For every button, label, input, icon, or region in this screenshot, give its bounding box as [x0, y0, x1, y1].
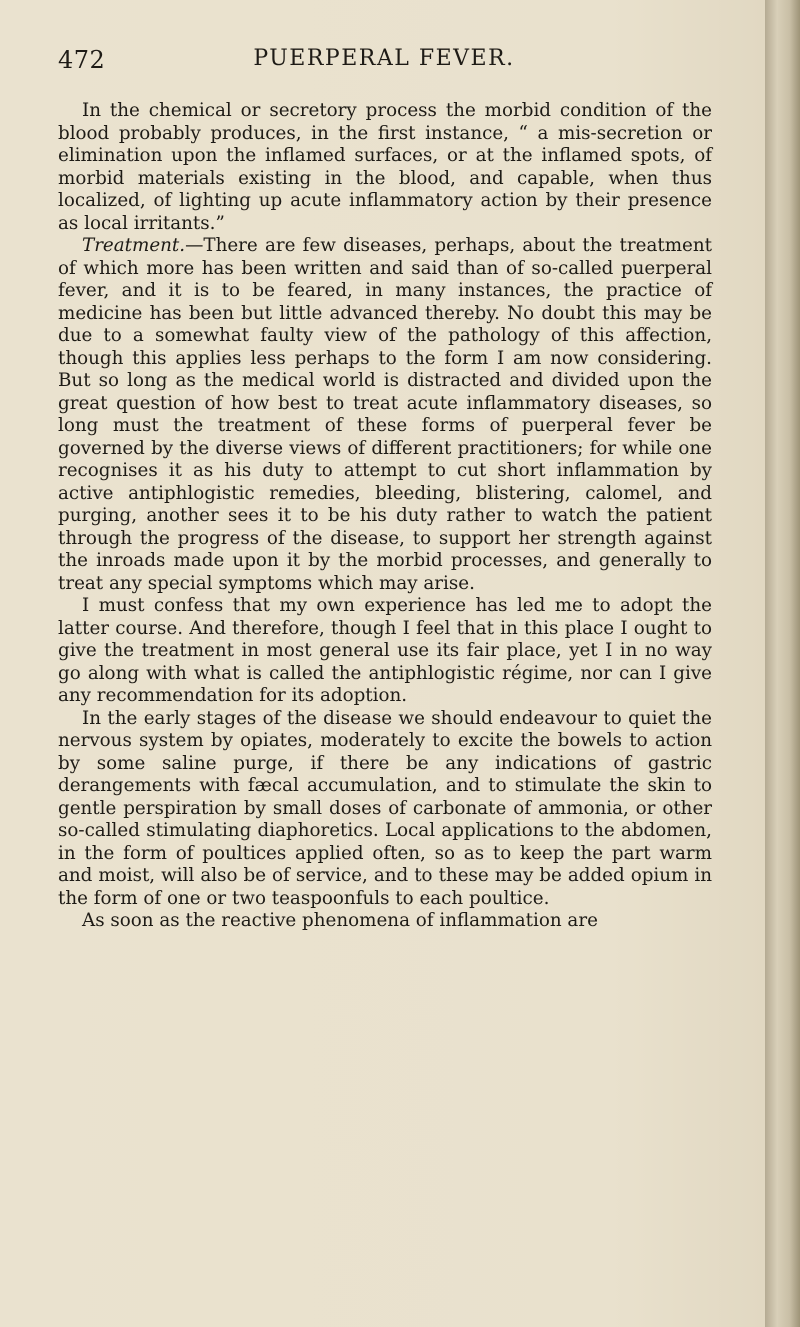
page-header	[58, 46, 710, 86]
book-gutter	[765, 0, 800, 1327]
running-head: PUERPERAL FEVER.	[253, 46, 515, 71]
paragraph-chemical-process	[58, 100, 712, 235]
paragraph-text: I must confess that my own experience has led me to adopt the latter course. And therefore, though I feel that in this place I ought to give the treatment in most general use its fair place, yet I in no way go along with what is called the antiphlogistic régime, nor can I give any recommendation for its adoption.	[58, 595, 712, 706]
paragraph-confession	[58, 595, 712, 708]
body-text	[58, 100, 712, 933]
paragraph-text: —There are few diseases, perhaps, about the treatment of which more has been written and said than of so-called puerperal fever, and it is to be feared, in many instances, the practice of medicine has been but little advanced thereby. No doubt this may be due to a somewhat faulty view of the pathology of this affection, though this applies less perhaps to the form I am now considering. But so long as the medical world is distracted and divided upon the great question of how best to treat acute inflammatory diseases, so long must the treatment of these forms of puerperal fever be governed by the diverse views of different practitioners; for while one recognises it as his duty to attempt to cut short inflammation by active antiphlogistic remedies, bleeding, blistering, calomel, and purging, another sees it to be his duty rather to watch the patient through the progress of the disease, to support her strength against the inroads made upon it by the morbid processes, and generally to treat any special symptoms which may arise.	[58, 235, 712, 594]
paragraph-text: In the early stages of the disease we should endeavour to quiet the nervous system by opiates, moderately to excite the bowels to action by some saline purge, if there be any indications of gastric derangements with fæcal accumulation, and to stimulate the skin to gentle perspiration by small doses of carbonate of ammonia, or other so-called stimulating diaphoretics. Local applications to the abdomen, in the form of poultices applied often, so as to keep the part warm and moist, will also be of service, and to these may be added opium in the form of one or two teaspoonfuls to each poultice.	[58, 707, 712, 909]
page-number: 472	[58, 46, 106, 74]
paragraph-early-stages	[58, 708, 712, 911]
paragraph-text: In the chemical or secretory process the morbid condition of the blood probably produces, in the first instance, “ a mis-secretion or elimination upon the inflamed surfaces, or at the inflamed spots, of morbid materials existing in the blood, and capable, when thus localized, of lighting up acute inflammatory action by their presence as local irritants.”	[58, 100, 712, 234]
paragraph-reactive-phenomena	[58, 910, 712, 933]
section-lead-treatment: Treatment.	[82, 235, 186, 256]
paragraph-treatment	[58, 235, 712, 595]
paragraph-text: As soon as the reactive phenomena of inflammation are	[82, 910, 598, 931]
